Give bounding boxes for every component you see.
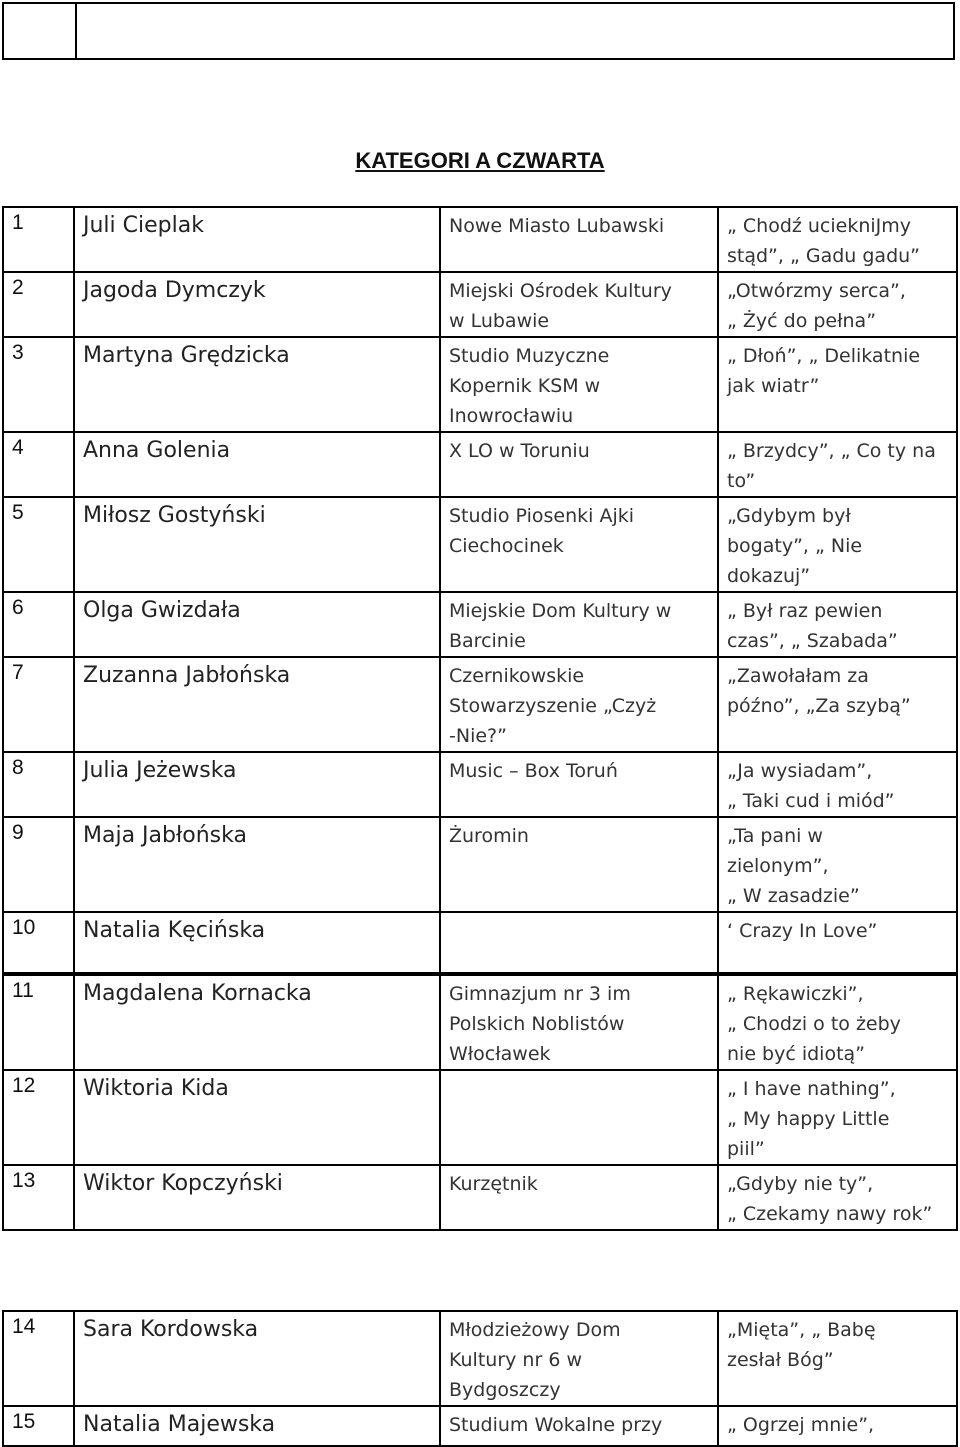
entry-number: 13 (12, 1169, 36, 1192)
table-row (3, 337, 957, 432)
entry-place: Nowe Miasto Lubawski (449, 215, 665, 237)
table-row (3, 1165, 957, 1230)
table-row (3, 975, 957, 1070)
entry-number: 12 (12, 1074, 36, 1097)
table-row (3, 272, 957, 337)
entry-songs: „ Był raz pewien czas”, „ Szabada” (727, 600, 898, 652)
entry-number: 6 (12, 596, 24, 619)
table-row (3, 817, 957, 912)
entry-songs: „ Rękawiczki”, „ Chodzi o to żeby nie być idiotą” (727, 983, 901, 1065)
entry-name: Anna Golenia (83, 438, 231, 463)
entry-place: Miejski Ośrodek Kultury w Lubawie (449, 280, 672, 332)
entry-number: 15 (12, 1410, 36, 1433)
entries-table-2 (2, 974, 958, 1231)
entry-songs: „ Chodź uciekniJmy stąd”, „ Gadu gadu” (727, 215, 921, 267)
entry-number: 4 (12, 436, 24, 459)
table-row (3, 1070, 957, 1165)
table-row (3, 1406, 957, 1446)
category-title: KATEGORI A CZWARTA (355, 148, 605, 173)
entry-songs: „Ta pani w zielonym”, „ W zasadzie” (727, 825, 860, 907)
entries-table-1 (2, 206, 958, 974)
entry-number: 11 (12, 979, 34, 1002)
entry-name: Juli Cieplak (83, 213, 204, 238)
entry-place: Studium Wokalne przy (449, 1414, 663, 1436)
entry-songs: ‘ Crazy In Love” (727, 920, 878, 942)
entry-name: Maja Jabłońska (83, 823, 247, 848)
entry-number: 2 (12, 276, 24, 299)
entry-number: 9 (12, 821, 24, 844)
table-row (3, 752, 957, 817)
entry-place: Studio Muzyczne Kopernik KSM w Inowrocławiu (449, 345, 610, 427)
table-row (3, 1311, 957, 1406)
table-row (3, 497, 957, 592)
entry-name: Wiktoria Kida (83, 1076, 229, 1101)
table-row (3, 592, 957, 657)
table-row (3, 432, 957, 497)
entry-number: 8 (12, 756, 24, 779)
entry-number: 7 (12, 661, 24, 684)
entry-place: Żuromin (449, 825, 529, 847)
entry-number: 14 (12, 1315, 36, 1338)
entry-number: 1 (12, 211, 24, 234)
entry-place: Kurzętnik (449, 1173, 538, 1195)
entry-place: Miejskie Dom Kultury w Barcinie (449, 600, 672, 652)
entry-songs: „ I have nathing”, „ My happy Little piil” (727, 1078, 896, 1160)
entry-name: Olga Gwizdała (83, 598, 241, 623)
entry-songs: „ Ogrzej mnie”, (727, 1414, 875, 1436)
entry-songs: „Zawołałam za późno”, „Za szybą” (727, 665, 911, 717)
entry-songs: „Otwórzmy serca”, „ Żyć do pełna” (727, 280, 906, 332)
table-row (3, 207, 957, 272)
entry-songs: „Gdyby nie ty”, „ Czekamy nawy rok” (727, 1173, 933, 1225)
entry-songs: „Ja wysiadam”, „ Taki cud i miód” (727, 760, 895, 812)
table-row (3, 912, 957, 973)
entry-place: Studio Piosenki Ajki Ciechocinek (449, 505, 635, 557)
entry-songs: „ Brzydcy”, „ Co ty na to” (727, 440, 936, 492)
entries-table-3 (2, 1310, 958, 1447)
entry-songs: „Mięta”, „ Babę zesłał Bóg” (727, 1319, 876, 1371)
table-row (3, 657, 957, 752)
entry-place: X LO w Toruniu (449, 440, 590, 462)
entry-place: Czernikowskie Stowarzyszenie „Czyż -Nie?” (449, 665, 657, 747)
entry-name: Wiktor Kopczyński (83, 1171, 283, 1196)
entry-number: 3 (12, 341, 24, 364)
entry-number: 5 (12, 501, 24, 524)
entry-name: Julia Jeżewska (83, 758, 237, 783)
entry-number: 10 (12, 916, 36, 939)
entry-place: Music – Box Toruń (449, 760, 618, 782)
entry-name: Sara Kordowska (83, 1317, 259, 1342)
entry-songs: „Gdybym był bogaty”, „ Nie dokazuj” (727, 505, 863, 587)
entry-name: Magdalena Kornacka (83, 981, 312, 1006)
entry-songs: „ Dłoń”, „ Delikatnie jak wiatr” (727, 345, 921, 397)
entry-name: Zuzanna Jabłońska (83, 663, 291, 688)
top-empty-table (2, 2, 955, 60)
entry-place: Młodzieżowy Dom Kultury nr 6 w Bydgoszczy (449, 1319, 621, 1401)
entry-name: Martyna Grędzicka (83, 343, 290, 368)
entry-name: Jagoda Dymczyk (83, 278, 266, 303)
entry-name: Natalia Kęcińska (83, 918, 266, 943)
entry-name: Miłosz Gostyński (83, 503, 266, 528)
entry-place: Gimnazjum nr 3 im Polskich Noblistów Włocławek (449, 983, 631, 1065)
top-table-divider (75, 4, 77, 58)
entry-name: Natalia Majewska (83, 1412, 276, 1437)
